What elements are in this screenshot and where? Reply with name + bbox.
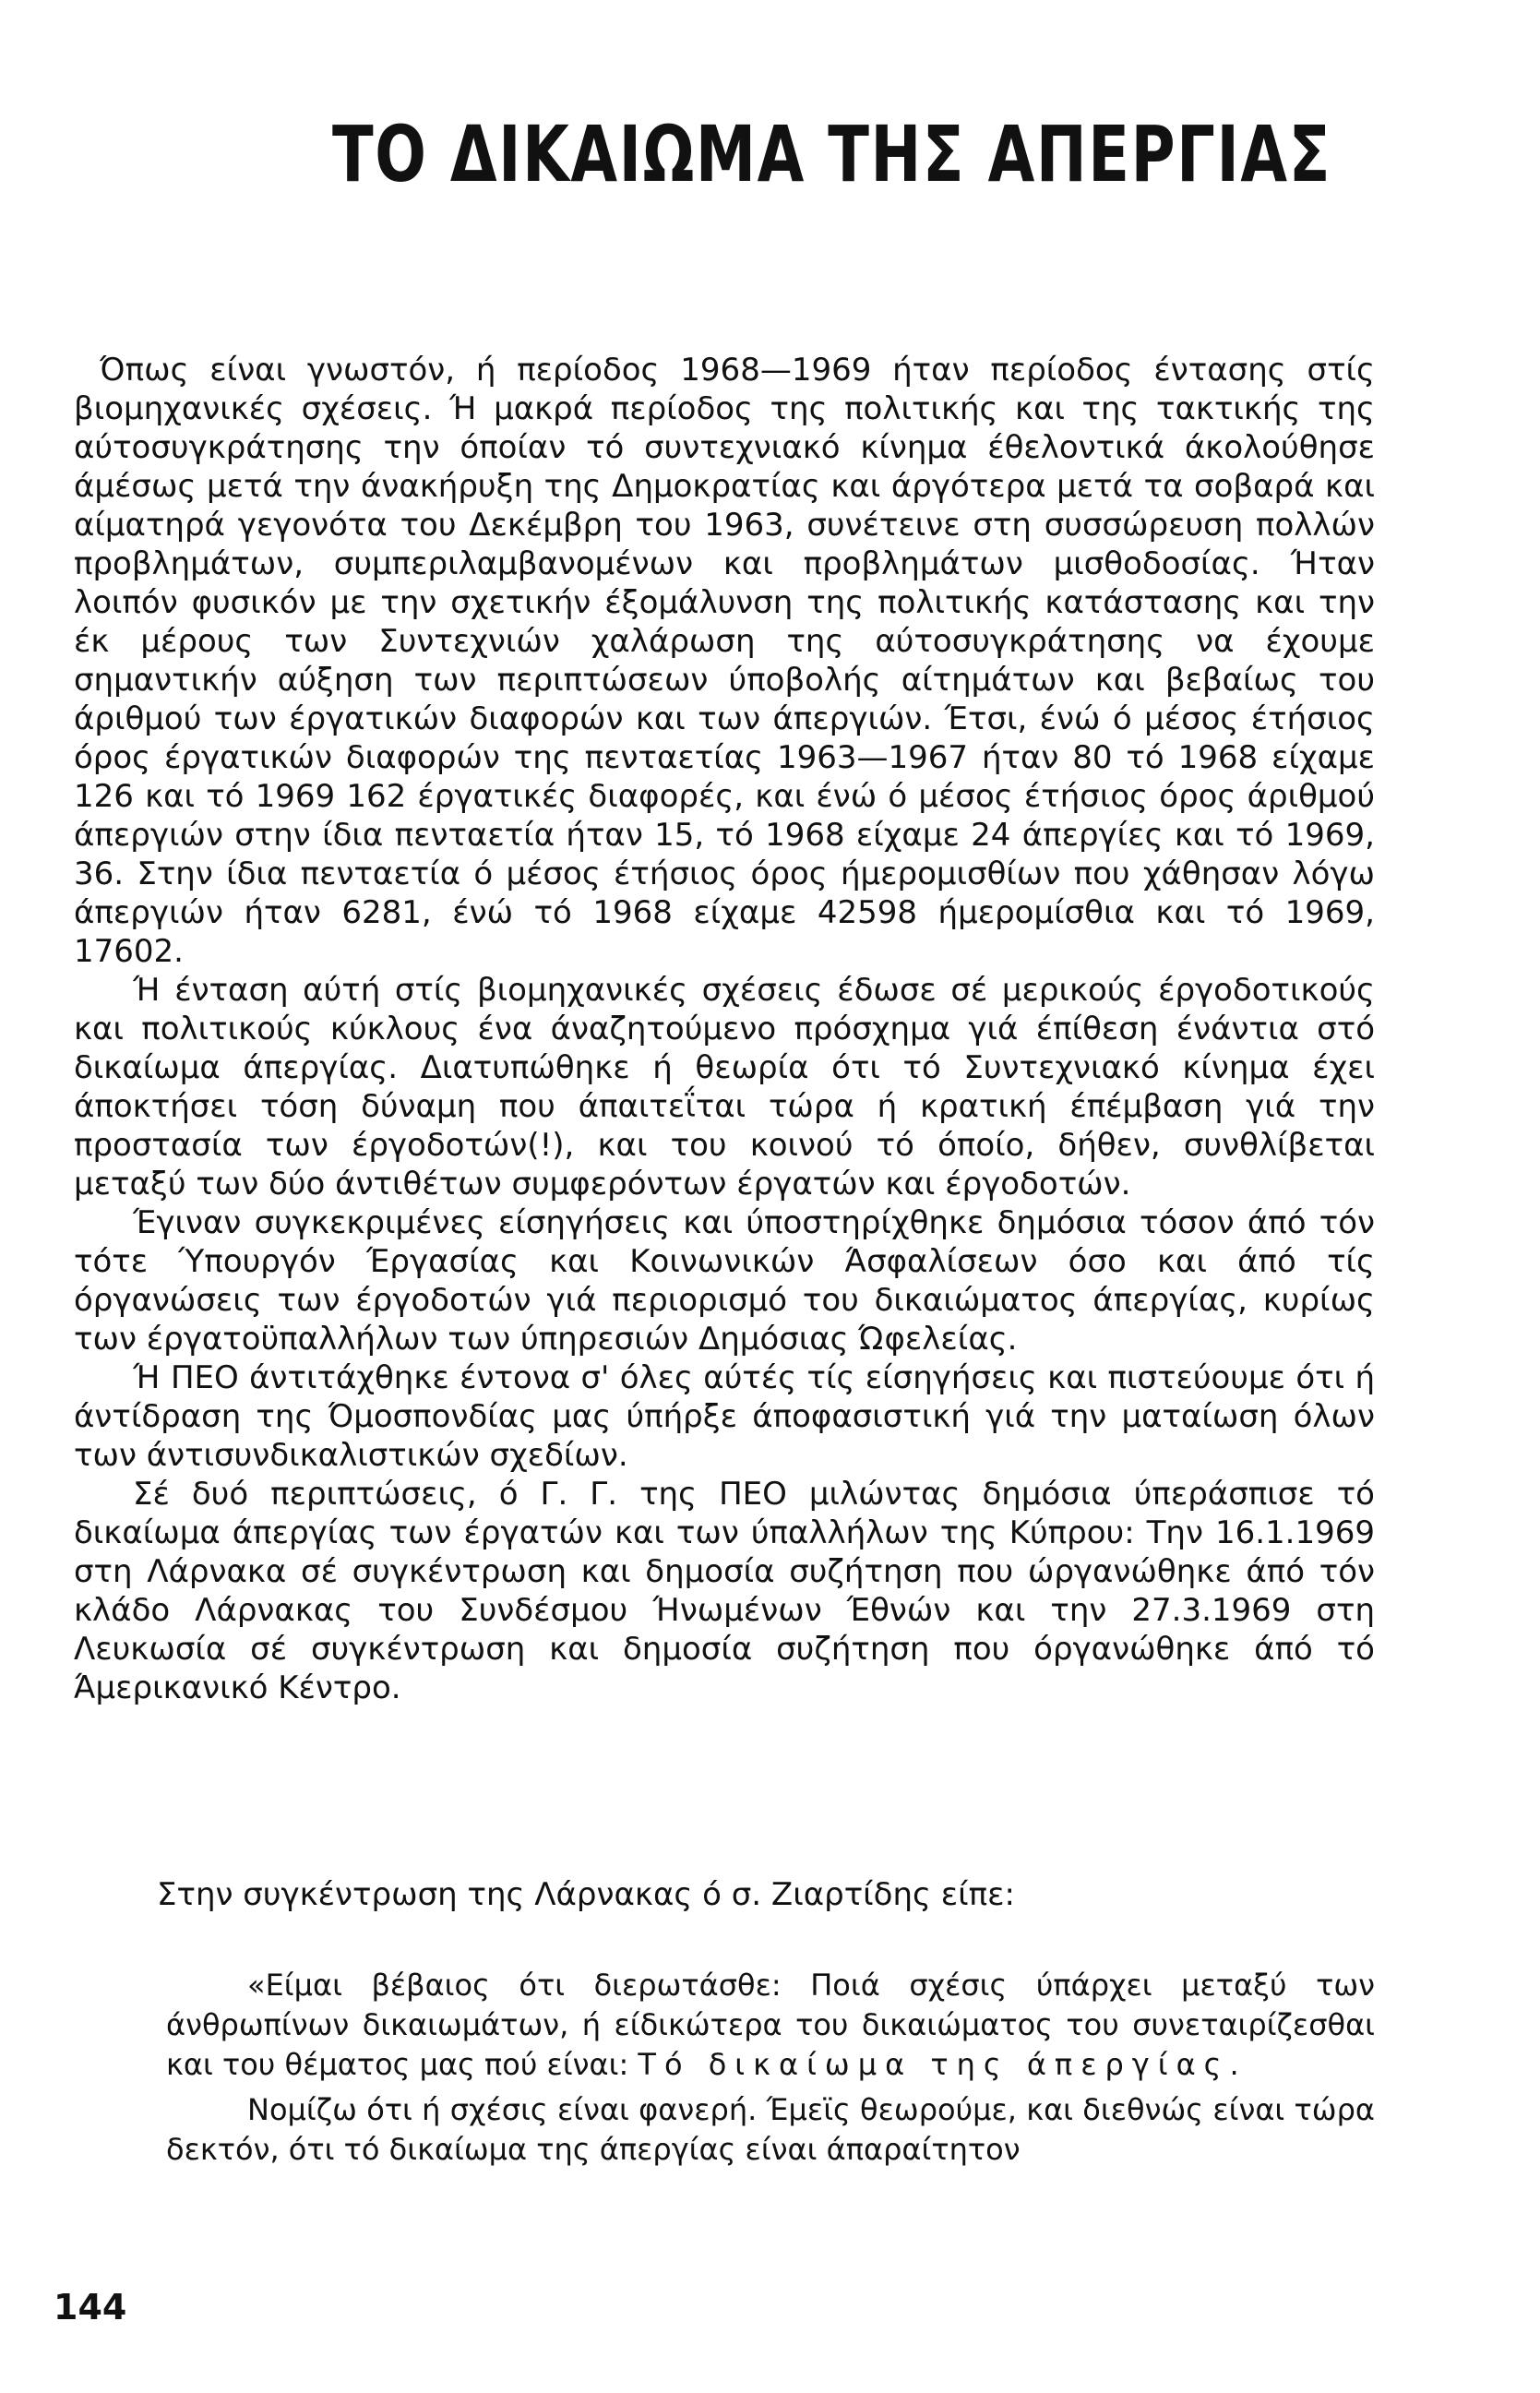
paragraph: Ή ΠΕΟ άντιτάχθηκε έντονα σ' όλες αύτές τίς είσηγήσεις και πιστεύουμε ότι ή άντίδραση της Όμοσπονδίας μας ύπήρξε άποφασιστική γιά την ματαίωση όλων των άντισυνδικαλιστικών σχεδίων. xyxy=(74,1359,1375,1474)
page-number: 144 xyxy=(54,2287,127,2327)
paragraph: Σέ δυό περιπτώσεις, ό Γ. Γ. της ΠΕΟ μιλώντας δημόσια ύπεράσπισε τό δικαίωμα άπεργίας των έργατών και των ύπαλλήλων της Κύπρου: Την 16.1.1969 στη Λάρνακα σέ συγκέντρωση και δημοσία συζήτηση που ώργανώθηκε άπό τόν κλάδο Λάρνακας του Συνδέσμου Ήνωμένων Έθνών και την 27.3.1969 στη Λευκωσία σέ συγκέντρωση και δημοσία συζήτηση που όργανώθηκε άπό τό Άμερικανικό Κέντρο. xyxy=(74,1476,1375,1706)
paragraph: Ή ένταση αύτή στίς βιομηχανικές σχέσεις έδωσε σέ μερικούς έργοδοτικούς και πολιτικούς κύκλους ένα άναζητούμενο πρόσχημα γιά έπίθεση ένάντια στό δικαίωμα άπεργίας. Διατυπώθηκε ή θεωρία ότι τό Συντεχνιακό κίνημα έχει άποκτήσει τόση δύναμη που άπαιτεΐται τώρα ή κρατική έπέμβαση γιά την προστασία των έργοδοτών(!), και του κοινού τό όποίο, δήθεν, συνθλίβεται μεταξύ των δύο άντιθέτων συμφερόντων έργατών και έργοδοτών. xyxy=(74,972,1375,1202)
paragraph: Όπως είναι γνωστόν, ή περίοδος 1968—1969 ήταν περίοδος έντασης στίς βιομηχανικές σχέσεις. Ή μακρά περίοδος της πολιτικής και της τακτικής της αύτοσυγκράτησης την όποίαν τό συντεχνιακό κίνημα έθελοντικά άκολούθησε άμέσως μετά την άνακήρυξη της Δημοκρατίας και άργότερα μετά τα σοβαρά και αίματηρά γεγονότα του Δεκέμβρη του 1963, συνέτεινε στη συσσώρευση πολλών προβλημάτων, συμπεριλαμβανομένων και προβλημάτων μισθοδοσίας. Ήταν λοιπόν φυσικόν με την σχετικήν έξομάλυνση της πολιτικής κατάστασης και την έκ μέρους των Συντεχνιών χαλάρωση της αύτοσυγκράτησης να έχουμε σημαντικήν αύξηση των περιπτώσεων ύποβολής αίτημάτων και βεβαίως του άριθμού των έργατικών διαφορών και των άπεργιών. Έτσι, ένώ ό μέσος έτήσιος όρος έργατικών διαφορών της πενταετίας 1963—1967 ήταν 80 τό 1968 είχαμε 126 και τό 1969 162 έργατικές διαφορές, και ένώ ό μέσος έτήσιος όρος άριθμού άπεργιών στην ίδια πενταετία ήταν 15, τό 1968 είχαμε 24 άπεργίες και τό 1969, 36. Στην ίδια πενταετία ό μέσος έτήσιος όρος ήμερομισθίων που χάθησαν λόγω άπεργιών ήταν 6281, ένώ τό 1968 είχαμε 42598 ήμερομίσθια και τό 1969, 17602. xyxy=(74,352,1375,970)
paragraph: Έγιναν συγκεκριμένες είσηγήσεις και ύποστηρίχθηκε δημόσια τόσον άπό τόν τότε Ύπουργόν Έργασίας και Κοινωνικών Άσφαλίσεων όσο και άπό τίς όργανώσεις των έργοδοτών γιά περιορισμό του δικαιώματος άπεργίας, κυρίως των έργατοϋπαλλήλων των ύπηρεσιών Δημόσιας Ώφελείας. xyxy=(74,1204,1375,1358)
quote-text: «Είμαι βέβαιος ότι διερωτάσθε: Ποιά σχέσις ύπάρχει μεταξύ των άνθρωπίνων δικαιωμάτων, ή είδικώτερα του δικαιώματος του συνεταιρίζεσθαι και του θέματος μας πού είναι: xyxy=(166,1968,1375,2082)
speech-intro: Στην συγκέντρωση της Λάρνακας ό σ. Ζιαρτίδης είπε: xyxy=(157,1876,1015,1913)
quote-emphasis: Τό δικαίωμα της άπεργίας. xyxy=(638,2047,1248,2082)
quote-paragraph xyxy=(166,1966,1375,2085)
quote-paragraph: Νομίζω ότι ή σχέσις είναι φανερή. Έμεϊς θεωρούμε, και διεθνώς είναι τώρα δεκτόν, ότι τό δικαίωμα της άπεργίας είναι άπαραίτητον xyxy=(166,2092,1375,2167)
page-title: ΤΟ ΔΙΚΑΙΩΜΑ ΤΗΣ ΑΠΕΡΓΙΑΣ xyxy=(332,109,1332,199)
speech-quote xyxy=(166,1966,1375,2170)
article-body xyxy=(74,351,1375,1707)
